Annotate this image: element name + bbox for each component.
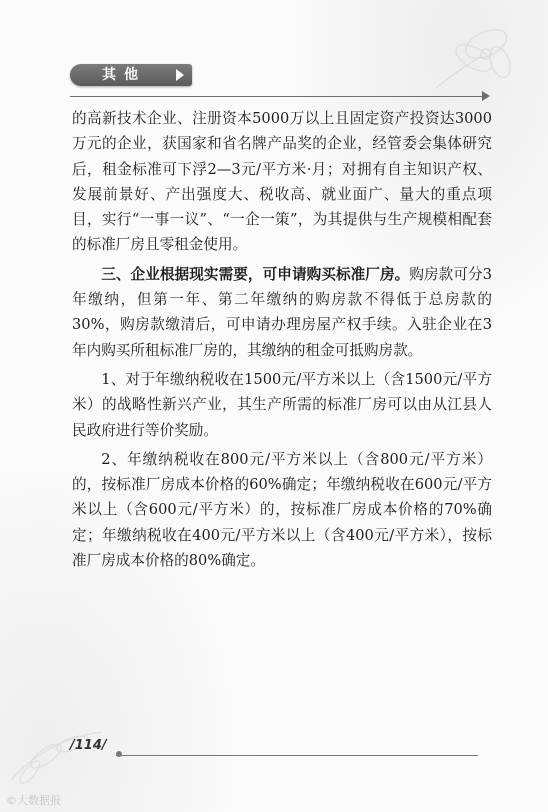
floral-ornament-icon bbox=[416, 8, 526, 98]
paragraph-2 bbox=[72, 262, 492, 363]
header-rule-arrow-icon bbox=[482, 91, 490, 101]
header-rule bbox=[70, 96, 488, 97]
page-number: /114/ bbox=[70, 738, 107, 753]
paragraph-text: 购房款可分3年缴纳，但第一年、第二年缴纳的购房款不得低于总房款的30%，购房款缴清后，可申请办理房屋产权手续。入驻企业在3年内购买所租标准厂房的，其缴纳的租金可抵购房款。 bbox=[72, 265, 492, 359]
paragraph-text: 2、年缴纳税收在800元/平方米以上（含800元/平方米）的，按标准厂房成本价格的60%确定；年缴纳税收在600元/平方米以上（含600元/平方米）的，按标准厂房成本价格的70%确定；年缴纳税收在400元/平方米以上（含400元/平方米），按标准厂房成本价格的80%确定。 bbox=[72, 450, 492, 570]
watermark: ©大数据报 bbox=[6, 794, 61, 807]
body-text bbox=[72, 106, 492, 577]
paragraph-lead: 三、企业根据现实需要，可申请购买标准厂房。 bbox=[101, 265, 410, 283]
paragraph-1 bbox=[72, 106, 492, 258]
play-arrow-icon bbox=[176, 69, 184, 81]
leaf-ornament-icon bbox=[6, 720, 126, 790]
paragraph-text: 1、对于年缴纳税收在1500元/平方米以上（含1500元/平方米）的战略性新兴产业，其生产所需的标准厂房可以由从江县人民政府进行等价奖励。 bbox=[72, 370, 492, 439]
footer-rule bbox=[116, 755, 478, 756]
footer-rule-dot bbox=[116, 751, 122, 757]
section-label: 其他 bbox=[102, 67, 146, 83]
paragraph-text: 的高新技术企业、注册资本5000万以上且固定资产投资达3000万元的企业，获国家和省名牌产品奖的企业，经管委会集体研究后，租金标准可下浮2—3元/平方米·月；对拥有自主知识产权、发展前景好、产出强度大、税收高、就业面广、量大的重点项目，实行“一事一议”、“一企一策”，为其提供与生产规模相配套的标准厂房且零租金使用。 bbox=[72, 110, 492, 254]
paragraph-3 bbox=[72, 367, 492, 443]
section-tab bbox=[70, 64, 192, 86]
paragraph-4 bbox=[72, 447, 492, 573]
